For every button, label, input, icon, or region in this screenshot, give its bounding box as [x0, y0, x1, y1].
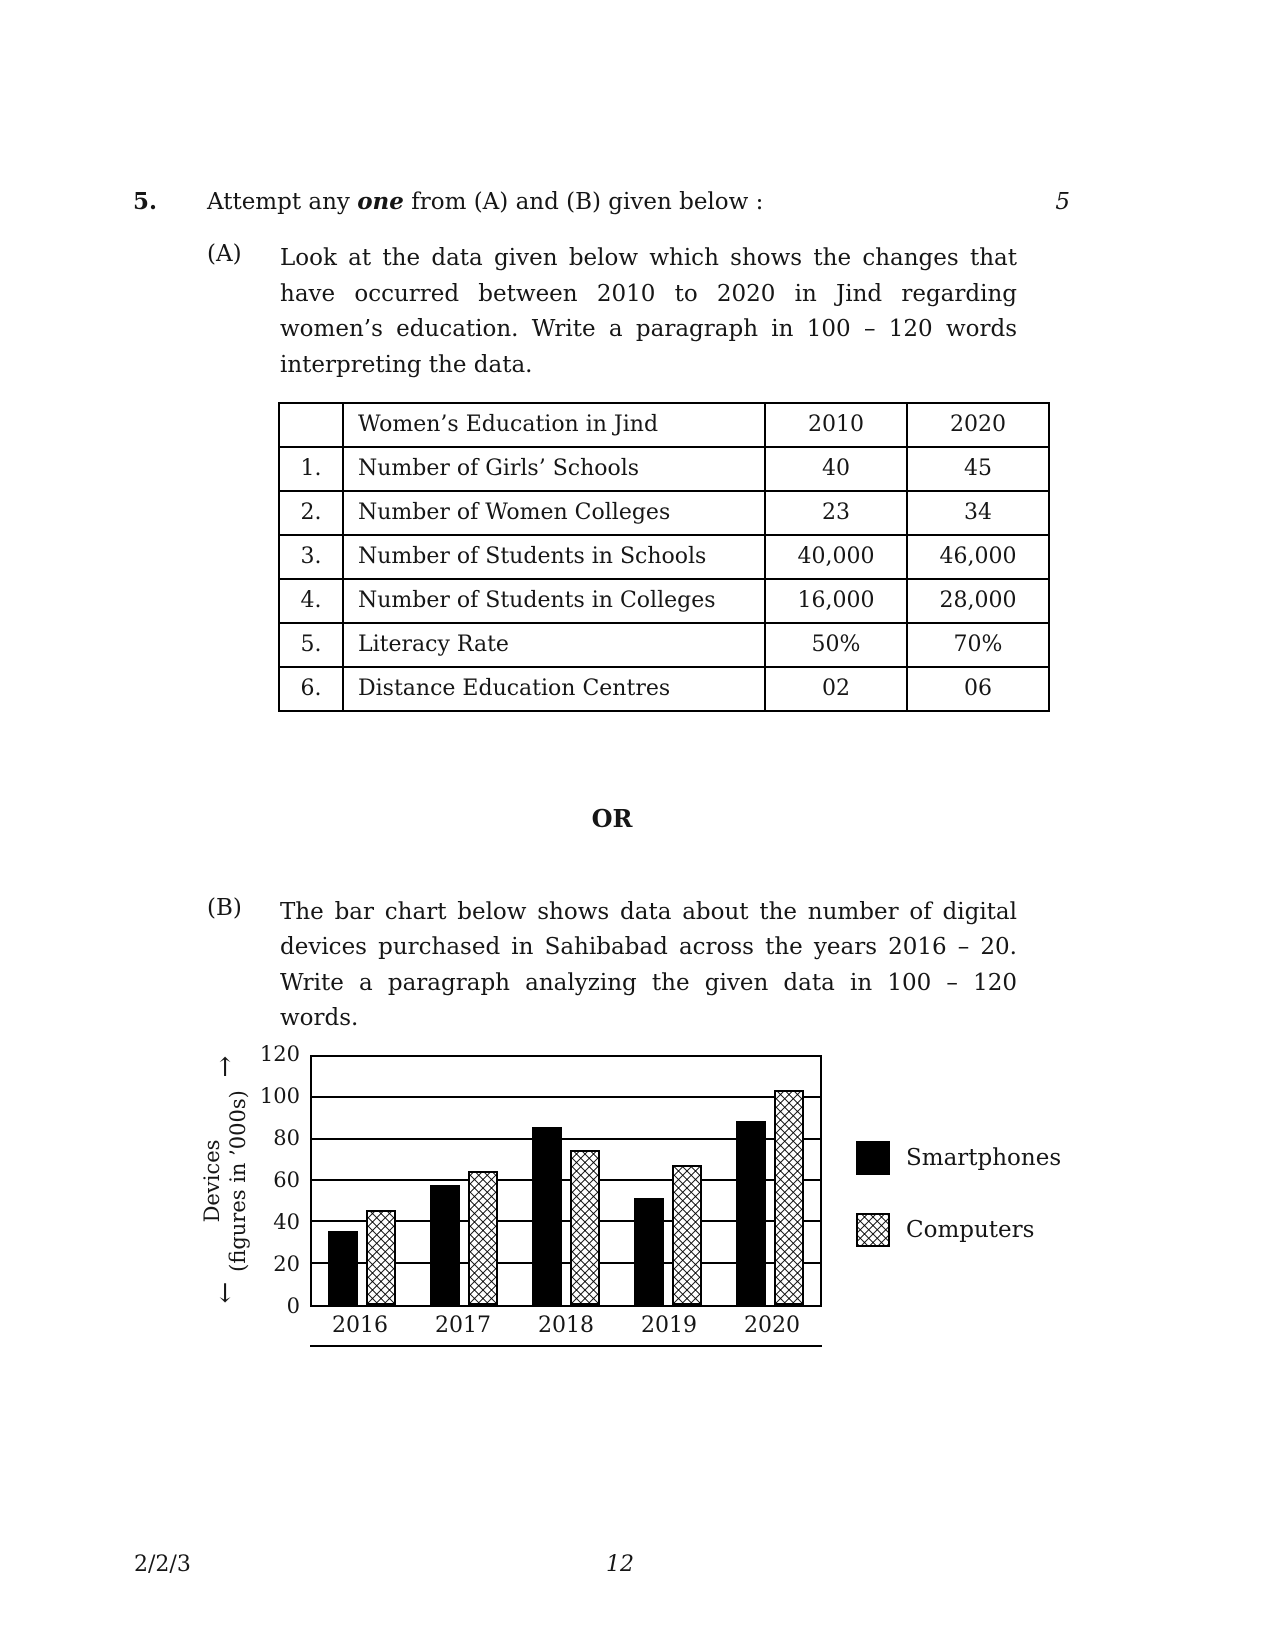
part-b-section	[207, 895, 1275, 1038]
table-row	[279, 667, 1049, 711]
y-axis-label-line2: (figures in ’000s)	[226, 1090, 250, 1272]
smartphones-bar	[532, 1127, 562, 1305]
question-number: 5.	[133, 188, 158, 215]
question-text	[207, 188, 1035, 215]
x-axis-labels	[310, 1313, 822, 1338]
x-tick-label: 2019	[641, 1313, 697, 1339]
arrow-up-icon: ↑	[214, 1053, 236, 1084]
bar-group	[736, 1057, 804, 1305]
part-a-section	[207, 241, 1275, 384]
chart-plot-column	[310, 1055, 822, 1347]
y-axis-label-text	[199, 1066, 252, 1296]
chart-plot	[310, 1055, 822, 1307]
arrow-down-icon: ↓	[214, 1279, 236, 1310]
table-cell: 06	[907, 667, 1049, 711]
part-a-text: Look at the data given below which shows the changes that have occurred between 2010 to 2020 in Jind regarding women’s education. Write a paragraph in 100 – 120 words interpreting the data.	[280, 245, 1017, 378]
table-cell: Literacy Rate	[343, 623, 765, 667]
table-cell: Number of Students in Colleges	[343, 579, 765, 623]
y-tick-label: 120	[259, 1042, 300, 1067]
bar-group	[532, 1057, 600, 1305]
smartphones-bar	[328, 1231, 358, 1305]
smartphones-bar	[634, 1198, 664, 1305]
legend-swatch-smartphones-icon	[856, 1141, 890, 1175]
table-cell: 28,000	[907, 579, 1049, 623]
table-cell: 23	[765, 491, 907, 535]
table-cell: 50%	[765, 623, 907, 667]
table-cell: 4.	[279, 579, 343, 623]
x-axis-baseline	[310, 1345, 822, 1347]
y-tick-label: 40	[273, 1210, 300, 1235]
table-cell: 3.	[279, 535, 343, 579]
x-tick-label: 2016	[332, 1313, 388, 1339]
question-5-header	[133, 188, 1070, 215]
table-header-2010: 2010	[765, 403, 907, 447]
part-b-text: The bar chart below shows data about the number of digital devices purchased in Sahibabad across the years 2016 – 20. Write a paragraph analyzing the given data in 100 – 120 words.	[280, 898, 1017, 1032]
bars-layer	[312, 1057, 820, 1305]
computers-bar	[774, 1090, 804, 1305]
y-tick-label: 100	[259, 1084, 300, 1109]
table-header-title: Women’s Education in Jind	[343, 403, 765, 447]
table-cell: Number of Girls’ Schools	[343, 447, 765, 491]
y-tick-label: 20	[273, 1252, 300, 1277]
computers-bar	[672, 1165, 702, 1306]
legend-item	[856, 1141, 1061, 1175]
computers-bar	[366, 1210, 396, 1305]
y-axis-ticks	[258, 1042, 310, 1319]
table-cell: 40,000	[765, 535, 907, 579]
table-cell: 2.	[279, 491, 343, 535]
table-cell: 1.	[279, 447, 343, 491]
table-cell: 6.	[279, 667, 343, 711]
table-cell: 40	[765, 447, 907, 491]
question-text-pre: Attempt any	[207, 189, 358, 215]
smartphones-bar	[736, 1121, 766, 1305]
legend-label: Computers	[906, 1217, 1035, 1244]
women-education-table	[278, 402, 1050, 712]
computers-bar	[570, 1150, 600, 1305]
table-row	[279, 491, 1049, 535]
bar-chart	[192, 1042, 1275, 1347]
legend-swatch-computers-icon	[856, 1213, 890, 1247]
question-text-bold: one	[357, 188, 404, 215]
table-cell: 70%	[907, 623, 1049, 667]
smartphones-bar	[430, 1185, 460, 1305]
legend-item	[856, 1213, 1061, 1247]
table-cell: 02	[765, 667, 907, 711]
table-cell: 16,000	[765, 579, 907, 623]
part-b-label: (B)	[207, 894, 242, 921]
part-a-label: (A)	[207, 241, 242, 267]
table-row	[279, 535, 1049, 579]
table-row	[279, 623, 1049, 667]
y-tick-label: 60	[273, 1168, 300, 1193]
table-cell: 45	[907, 447, 1049, 491]
table-header-row	[279, 403, 1049, 447]
table-cell: Distance Education Centres	[343, 667, 765, 711]
y-tick-label: 0	[286, 1294, 300, 1319]
or-divider: OR	[591, 803, 633, 833]
table-row	[279, 579, 1049, 623]
x-tick-label: 2017	[435, 1313, 491, 1339]
question-text-post: from (A) and (B) given below :	[403, 189, 764, 215]
table-cell: Number of Students in Schools	[343, 535, 765, 579]
table-header-blank	[279, 403, 343, 447]
table-cell: 5.	[279, 623, 343, 667]
table-row	[279, 447, 1049, 491]
x-tick-label: 2018	[538, 1313, 594, 1339]
y-axis-label	[192, 1053, 258, 1310]
table-cell: 46,000	[907, 535, 1049, 579]
footer-page-number: 12	[606, 1552, 634, 1577]
y-axis-label-line1: Devices	[199, 1139, 224, 1223]
table-header-2020: 2020	[907, 403, 1049, 447]
table-cell: Number of Women Colleges	[343, 491, 765, 535]
women-education-table-body	[279, 447, 1049, 711]
bar-group	[328, 1057, 396, 1305]
bar-group	[430, 1057, 498, 1305]
footer-paper-code: 2/2/3	[134, 1552, 191, 1577]
chart-legend	[856, 1141, 1061, 1247]
computers-bar	[468, 1171, 498, 1305]
x-tick-label: 2020	[744, 1313, 800, 1339]
table-cell: 34	[907, 491, 1049, 535]
bar-group	[634, 1057, 702, 1305]
question-marks: 5	[1055, 189, 1070, 215]
legend-label: Smartphones	[906, 1145, 1062, 1172]
y-tick-label: 80	[273, 1126, 300, 1151]
